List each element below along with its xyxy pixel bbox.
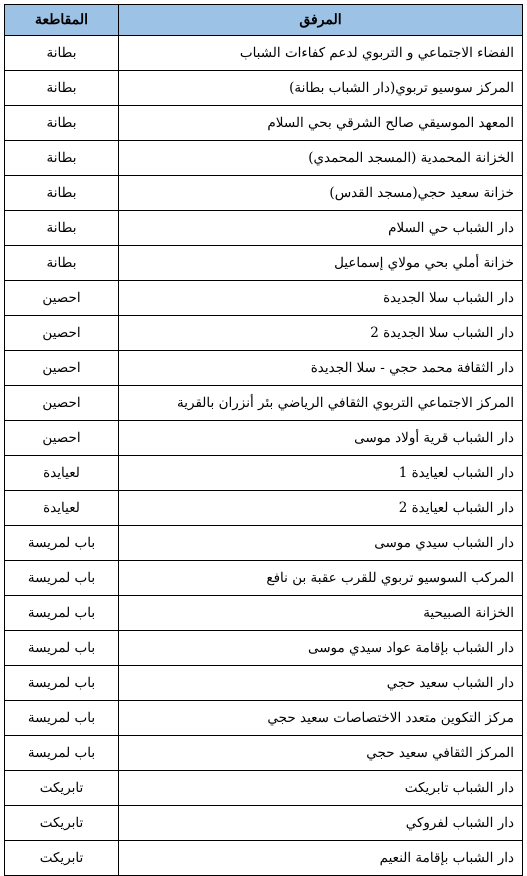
- table-body: [5, 36, 523, 876]
- district-cell: باب لمريسة: [5, 561, 119, 596]
- facility-cell: الخزانة الصبيحية: [119, 596, 523, 631]
- table-row: [5, 351, 523, 386]
- table-row: [5, 701, 523, 736]
- facility-cell: دار الشباب سعيد حجي: [119, 666, 523, 701]
- table-row: [5, 771, 523, 806]
- facility-cell: الخزانة المحمدية (المسجد المحمدي): [119, 141, 523, 176]
- district-cell: باب لمريسة: [5, 526, 119, 561]
- facility-cell: دار الشباب سيدي موسى: [119, 526, 523, 561]
- facility-cell: خزانة أملي بحي مولاي إسماعيل: [119, 246, 523, 281]
- facilities-table-container: [4, 4, 522, 876]
- facility-cell: دار الشباب تابريكت: [119, 771, 523, 806]
- facility-cell: دار الشباب لعيايدة 1: [119, 456, 523, 491]
- table-row: [5, 246, 523, 281]
- district-cell: بطانة: [5, 246, 119, 281]
- table-row: [5, 491, 523, 526]
- facility-cell: المعهد الموسيقي صالح الشرقي بحي السلام: [119, 106, 523, 141]
- district-cell: تابريكت: [5, 841, 119, 876]
- facility-cell: دار الشباب لفروكي: [119, 806, 523, 841]
- district-cell: باب لمريسة: [5, 736, 119, 771]
- table-row: [5, 456, 523, 491]
- facility-cell: دار الثقافة محمد حجي - سلا الجديدة: [119, 351, 523, 386]
- facility-cell: الفضاء الاجتماعي و التربوي لدعم كفاءات الشباب: [119, 36, 523, 71]
- facility-cell: المركز الثقافي سعيد حجي: [119, 736, 523, 771]
- district-cell: باب لمريسة: [5, 701, 119, 736]
- district-cell: احصين: [5, 421, 119, 456]
- table-row: [5, 631, 523, 666]
- district-cell: بطانة: [5, 106, 119, 141]
- district-cell: بطانة: [5, 141, 119, 176]
- facility-cell: دار الشباب بإقامة النعيم: [119, 841, 523, 876]
- district-cell: احصين: [5, 281, 119, 316]
- district-cell: احصين: [5, 316, 119, 351]
- facility-cell: دار الشباب بإقامة عواد سيدي موسى: [119, 631, 523, 666]
- table-row: [5, 176, 523, 211]
- table-row: [5, 141, 523, 176]
- facility-cell: دار الشباب حي السلام: [119, 211, 523, 246]
- table-row: [5, 281, 523, 316]
- district-cell: باب لمريسة: [5, 596, 119, 631]
- facility-cell: دار الشباب لعيايدة 2: [119, 491, 523, 526]
- district-cell: بطانة: [5, 36, 119, 71]
- header-district: المقاطعة: [5, 5, 119, 36]
- table-row: [5, 386, 523, 421]
- district-cell: تابريكت: [5, 771, 119, 806]
- district-cell: احصين: [5, 351, 119, 386]
- table-row: [5, 841, 523, 876]
- district-cell: احصين: [5, 386, 119, 421]
- facilities-table: [4, 4, 523, 876]
- table-row: [5, 596, 523, 631]
- district-cell: بطانة: [5, 71, 119, 106]
- facility-cell: مركز التكوين متعدد الاختصاصات سعيد حجي: [119, 701, 523, 736]
- table-row: [5, 526, 523, 561]
- table-row: [5, 316, 523, 351]
- table-row: [5, 806, 523, 841]
- facility-cell: المركب السوسيو تربوي للقرب عقبة بن نافع: [119, 561, 523, 596]
- district-cell: لعيايدة: [5, 491, 119, 526]
- facility-cell: المركز الاجتماعي التربوي الثقافي الرياضي بئر أنزران بالقرية: [119, 386, 523, 421]
- table-row: [5, 736, 523, 771]
- district-cell: تابريكت: [5, 806, 119, 841]
- table-row: [5, 211, 523, 246]
- header-row: [5, 5, 523, 36]
- district-cell: لعيايدة: [5, 456, 119, 491]
- district-cell: بطانة: [5, 211, 119, 246]
- table-row: [5, 106, 523, 141]
- district-cell: باب لمريسة: [5, 666, 119, 701]
- table-row: [5, 561, 523, 596]
- table-row: [5, 666, 523, 701]
- facility-cell: خزانة سعيد حجي(مسجد القدس): [119, 176, 523, 211]
- facility-cell: دار الشباب سلا الجديدة 2: [119, 316, 523, 351]
- table-row: [5, 36, 523, 71]
- table-row: [5, 421, 523, 456]
- facility-cell: المركز سوسيو تربوي(دار الشباب بطانة): [119, 71, 523, 106]
- facility-cell: دار الشباب سلا الجديدة: [119, 281, 523, 316]
- district-cell: بطانة: [5, 176, 119, 211]
- district-cell: باب لمريسة: [5, 631, 119, 666]
- facility-cell: دار الشباب قرية أولاد موسى: [119, 421, 523, 456]
- header-facility: المرفق: [119, 5, 523, 36]
- table-header: [5, 5, 523, 36]
- table-row: [5, 71, 523, 106]
